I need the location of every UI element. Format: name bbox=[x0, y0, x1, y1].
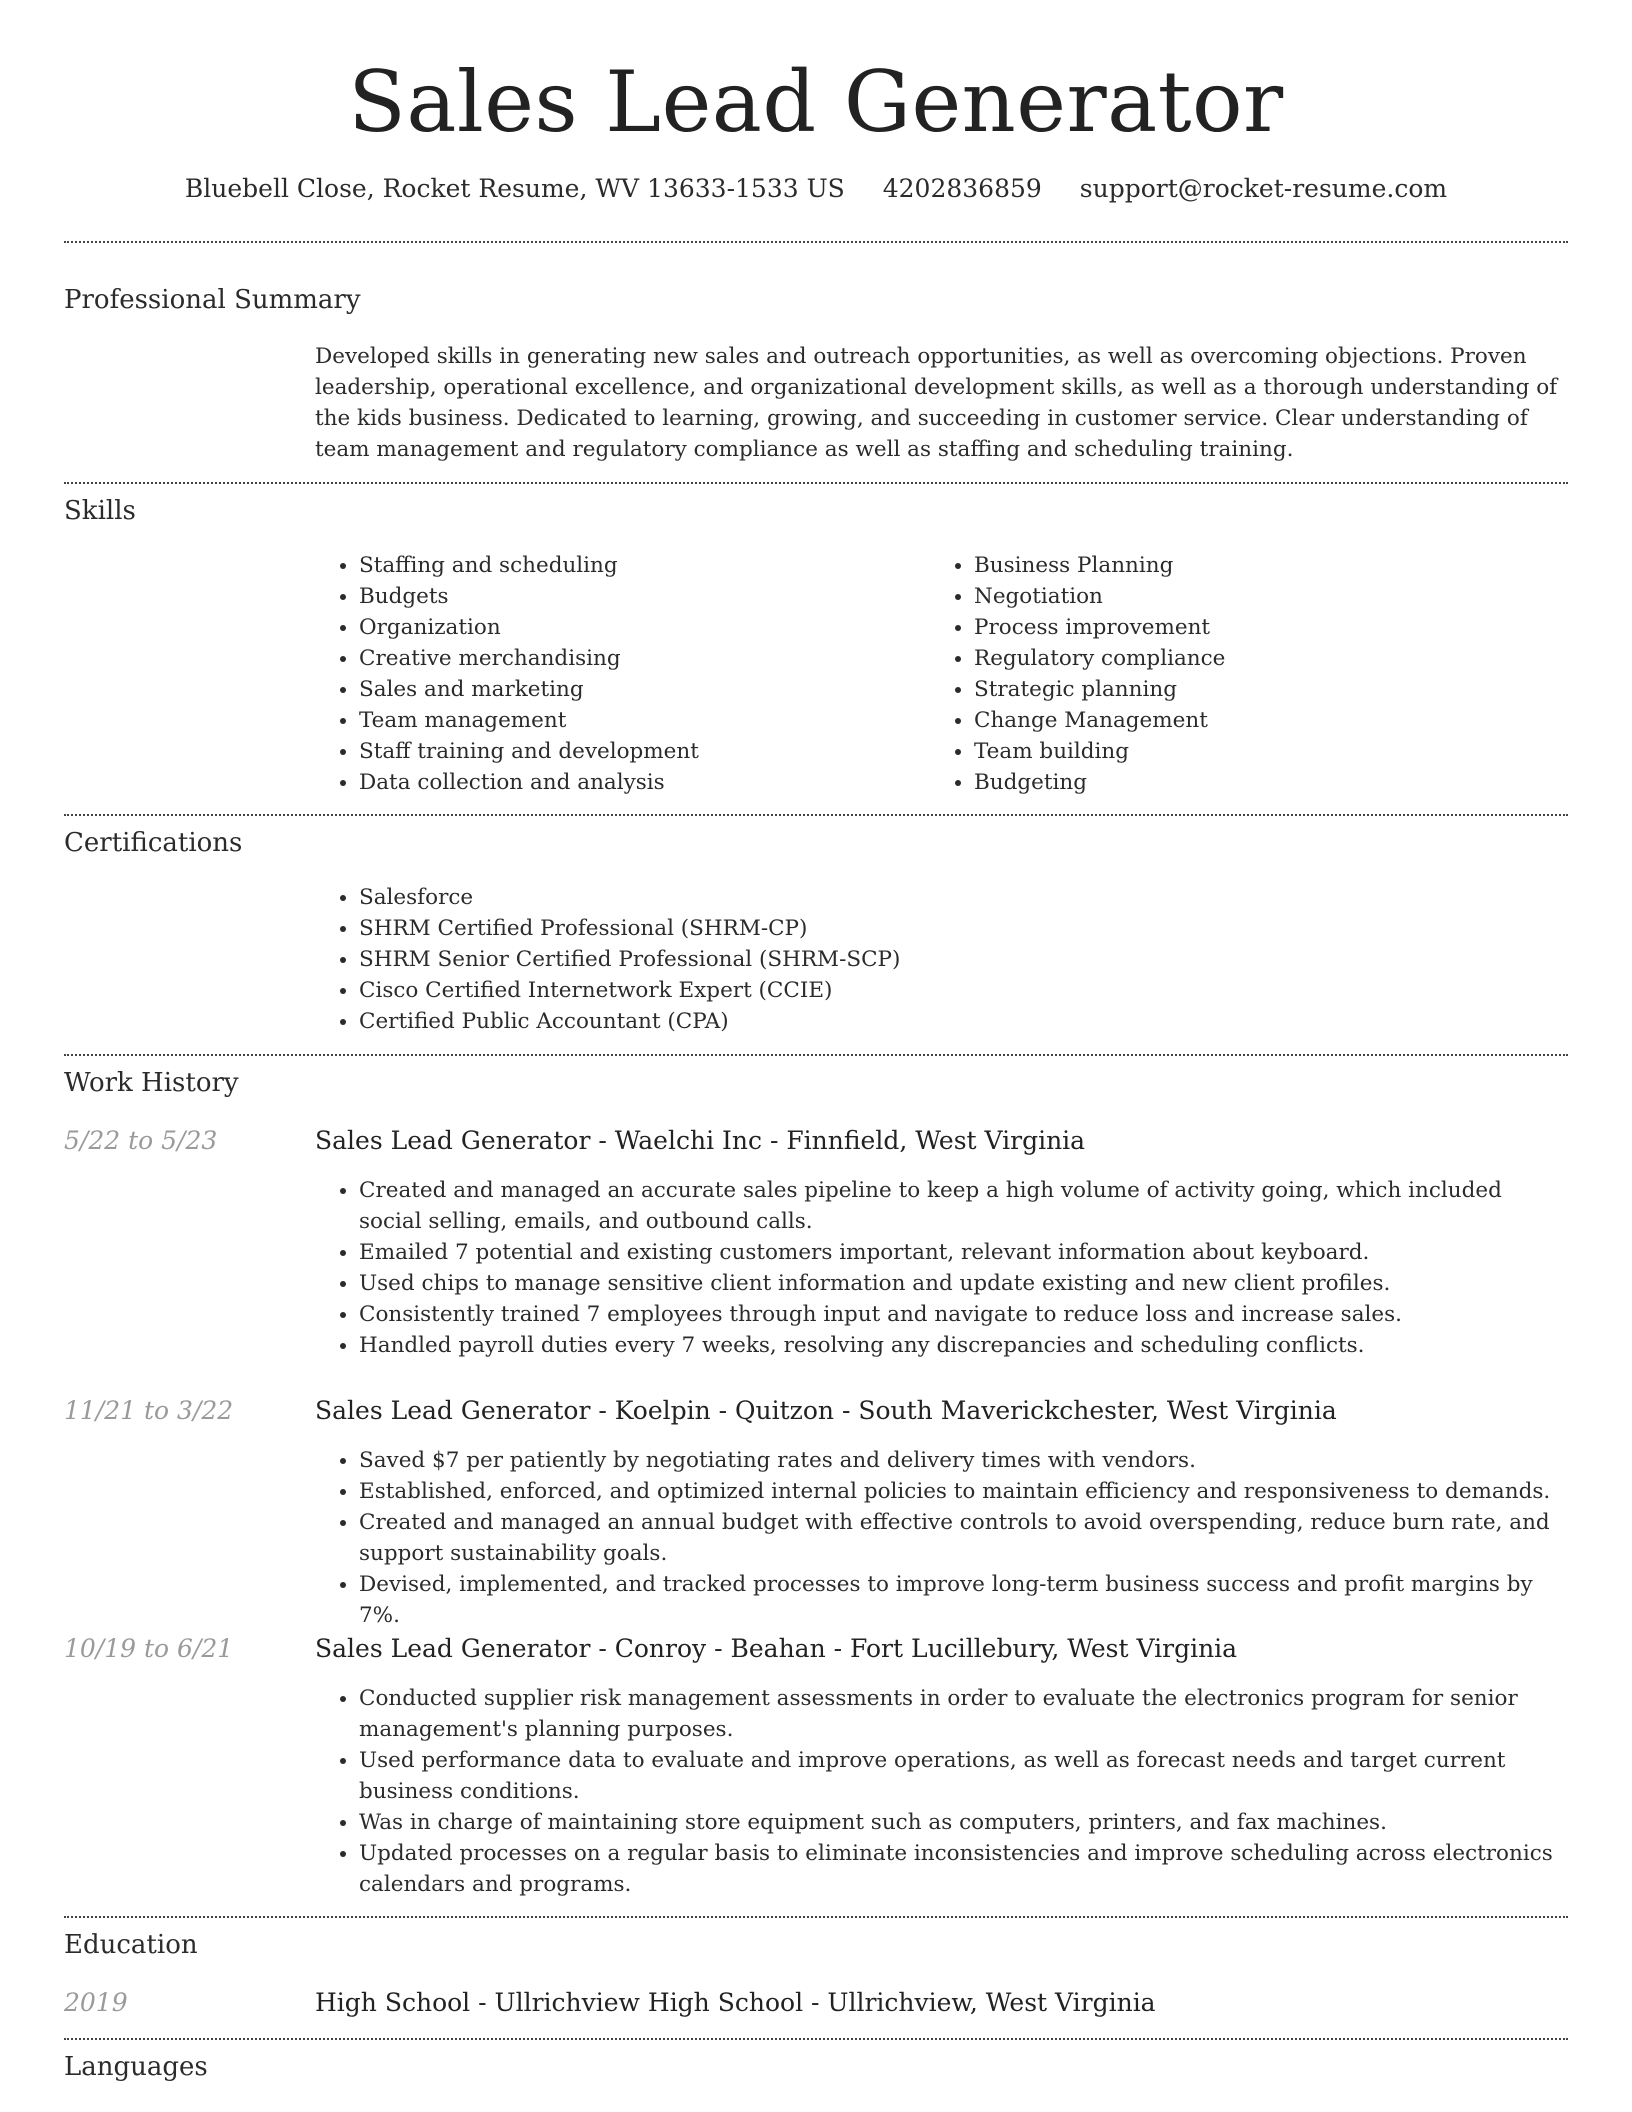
job-bullet: • Established, enforced, and optimized internal policies to maintain efficiency and responsiveness to demands. bbox=[359, 1476, 1568, 1507]
skill-item: • Change Management bbox=[974, 705, 1574, 736]
job-bullet: • Consistently trained 7 employees through input and navigate to reduce loss and increase sales. bbox=[359, 1299, 1568, 1330]
job-dates: 11/21 to 3/22 bbox=[64, 1396, 234, 1425]
job-bullet: • Updated processes on a regular basis to eliminate inconsistencies and improve scheduling across electronics calendars and programs. bbox=[359, 1838, 1568, 1900]
certification-item: • Salesforce bbox=[359, 882, 1559, 913]
divider bbox=[64, 241, 1568, 243]
education-year: 2019 bbox=[64, 1988, 128, 2017]
job-bullet: • Handled payroll duties every 7 weeks, resolving any discrepancies and scheduling conflicts. bbox=[359, 1330, 1568, 1361]
skill-item: • Staff training and development bbox=[359, 736, 899, 767]
divider bbox=[64, 2038, 1568, 2040]
job-bullets bbox=[315, 1175, 1568, 1361]
job-bullets bbox=[315, 1445, 1568, 1631]
summary-text: Developed skills in generating new sales and outreach opportunities, as well as overcoming objections. Proven leadership, operational excellence, and organizational development skills, as well as a thorough understanding of the kids business. Dedicated to learning, growing, and succeeding in customer service. Clear understanding of team management and regulatory compliance as well as staffing and scheduling training. bbox=[315, 344, 1558, 462]
skill-item: • Data collection and analysis bbox=[359, 767, 899, 798]
skill-item: • Staffing and scheduling bbox=[359, 550, 899, 581]
certification-item: • SHRM Certified Professional (SHRM-CP) bbox=[359, 913, 1559, 944]
job-bullet: • Devised, implemented, and tracked processes to improve long-term business success and profit margins by 7%. bbox=[359, 1569, 1568, 1631]
divider bbox=[64, 1916, 1568, 1918]
job-title: Sales Lead Generator - Conroy - Beahan - Fort Lucillebury, West Virginia bbox=[315, 1634, 1238, 1663]
job-bullet: • Was in charge of maintaining store equipment such as computers, printers, and fax machines. bbox=[359, 1807, 1568, 1838]
section-title-certifications: Certifications bbox=[64, 828, 243, 858]
contact-email: support@rocket-resume.com bbox=[1079, 174, 1448, 203]
certification-item: • Certified Public Accountant (CPA) bbox=[359, 1006, 1559, 1037]
skills-list-left bbox=[315, 550, 899, 798]
skill-item: • Organization bbox=[359, 612, 899, 643]
contact-address: Bluebell Close, Rocket Resume, WV 13633-1533 US bbox=[184, 174, 845, 203]
job-title: Sales Lead Generator - Koelpin - Quitzon - South Maverickchester, West Virginia bbox=[315, 1396, 1337, 1425]
divider bbox=[64, 814, 1568, 816]
certification-item: • Cisco Certified Internetwork Expert (CCIE) bbox=[359, 975, 1559, 1006]
job-bullet: • Created and managed an accurate sales pipeline to keep a high volume of activity going, which included social selling, emails, and outbound calls. bbox=[359, 1175, 1568, 1237]
divider bbox=[64, 1054, 1568, 1056]
skill-item: • Budgets bbox=[359, 581, 899, 612]
education-entry: High School - Ullrichview High School - Ullrichview, West Virginia bbox=[315, 1988, 1156, 2017]
skill-item: • Negotiation bbox=[974, 581, 1574, 612]
candidate-name: Sales Lead Generator bbox=[348, 53, 1284, 151]
job-dates: 10/19 to 6/21 bbox=[64, 1634, 234, 1663]
job-title: Sales Lead Generator - Waelchi Inc - Finnfield, West Virginia bbox=[315, 1126, 1086, 1155]
section-title-summary: Professional Summary bbox=[64, 285, 361, 315]
skill-item: • Team building bbox=[974, 736, 1574, 767]
skills-list-right bbox=[930, 550, 1574, 798]
job-bullet: • Used performance data to evaluate and improve operations, as well as forecast needs and target current business conditions. bbox=[359, 1745, 1568, 1807]
job-bullets bbox=[315, 1683, 1568, 1900]
contact-phone: 4202836859 bbox=[882, 174, 1042, 203]
section-title-work-history: Work History bbox=[64, 1068, 239, 1098]
job-bullet: • Conducted supplier risk management assessments in order to evaluate the electronics program for senior management's planning purposes. bbox=[359, 1683, 1568, 1745]
skill-item: • Creative merchandising bbox=[359, 643, 899, 674]
certification-item: • SHRM Senior Certified Professional (SHRM-SCP) bbox=[359, 944, 1559, 975]
certifications-list bbox=[315, 882, 1559, 1037]
skill-item: • Business Planning bbox=[974, 550, 1574, 581]
skill-item: • Sales and marketing bbox=[359, 674, 899, 705]
job-bullet: • Saved $7 per patiently by negotiating rates and delivery times with vendors. bbox=[359, 1445, 1568, 1476]
skill-item: • Budgeting bbox=[974, 767, 1574, 798]
section-title-languages: Languages bbox=[64, 2052, 208, 2082]
skill-item: • Strategic planning bbox=[974, 674, 1574, 705]
job-dates: 5/22 to 5/23 bbox=[64, 1126, 218, 1155]
job-bullet: • Created and managed an annual budget with effective controls to avoid overspending, reduce burn rate, and support sustainability goals. bbox=[359, 1507, 1568, 1569]
skill-item: • Process improvement bbox=[974, 612, 1574, 643]
job-bullet: • Emailed 7 potential and existing customers important, relevant information about keyboard. bbox=[359, 1237, 1568, 1268]
section-title-education: Education bbox=[64, 1930, 198, 1960]
skill-item: • Regulatory compliance bbox=[974, 643, 1574, 674]
divider bbox=[64, 482, 1568, 484]
job-bullet: • Used chips to manage sensitive client information and update existing and new client profiles. bbox=[359, 1268, 1568, 1299]
section-title-skills: Skills bbox=[64, 496, 136, 526]
skill-item: • Team management bbox=[359, 705, 899, 736]
contact-line bbox=[0, 172, 1632, 206]
